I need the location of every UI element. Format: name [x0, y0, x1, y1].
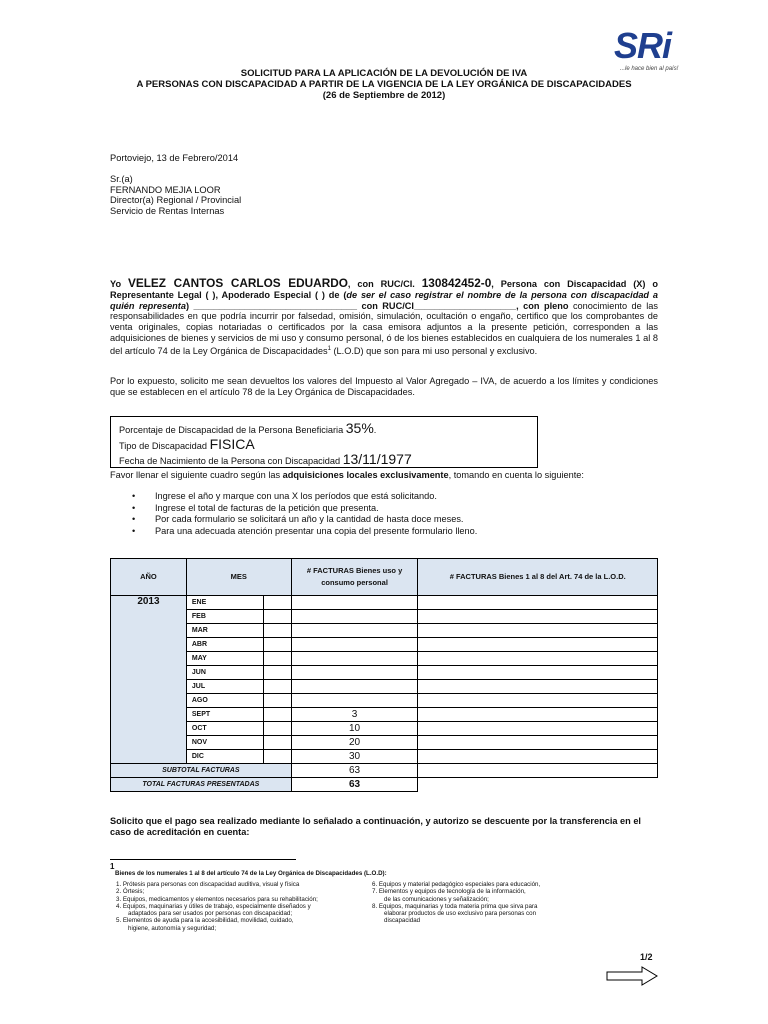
facturas-uso-cell[interactable] — [291, 596, 418, 610]
month-mark-cell[interactable] — [263, 666, 291, 680]
declaration-body: conocimiento de las responsabilidades en que podría incurrir por falsedad, omisión, simulación, ocultación o engaño, certifico que los comprobantes de venta originales, copias notariadas o certificados por la casa emisora adjuntos a la presente petición, corresponden a las adquisiciones de bienes y servicios de mi uso y consumo personal, ó de los bienes establecidos en cualquiera de los numerales 1 al 8 del artículo 74 de la Ley Orgánica de Discapacidades — [110, 300, 658, 356]
addressee-position: Director(a) Regional / Provincial — [110, 195, 242, 206]
header-facturas-lod: # FACTURAS Bienes 1 al 8 del Art. 74 de la L.O.D. — [418, 559, 658, 596]
subtotal-label: SUBTOTAL FACTURAS — [111, 764, 292, 778]
month-mark-cell[interactable] — [263, 708, 291, 722]
footnote-item: adaptados para ser usados por personas con discapacidad; — [128, 910, 293, 918]
footnote-item: higiene, autonomía y seguridad; — [128, 924, 217, 932]
month-cell: MAR — [186, 624, 263, 638]
month-cell: MAY — [186, 652, 263, 666]
facturas-lod-cell[interactable] — [418, 638, 658, 652]
total-value[interactable]: 63 — [291, 778, 418, 792]
month-mark-cell[interactable] — [263, 722, 291, 736]
footnote-left-column — [116, 881, 366, 932]
list-item: • Por cada formulario se solicitará un año y la cantidad de hasta doce meses. — [132, 514, 477, 526]
header-month: MES — [186, 559, 291, 596]
logo-tagline: ...le hace bien al país! — [620, 66, 679, 72]
month-mark-cell[interactable] — [263, 694, 291, 708]
facturas-uso-cell[interactable] — [291, 666, 418, 680]
facturas-lod-cell[interactable] — [418, 708, 658, 722]
footnote-item: 5. Elementos de ayuda para la accesibilidad, movilidad, cuidado, — [116, 917, 294, 925]
document-title — [0, 68, 768, 101]
footnote-right-column — [372, 881, 582, 925]
list-item: • Para una adecuada atención presentar una copia del presente formulario lleno. — [132, 526, 477, 538]
addressee-block — [110, 174, 241, 216]
header-facturas-uso: # FACTURAS Bienes uso y consumo personal — [291, 559, 418, 596]
declaration-body-end: (L.O.D) que son para mi uso personal y exclusivo. — [330, 345, 538, 356]
month-cell: SEPT — [186, 708, 263, 722]
facturas-lod-cell[interactable] — [418, 722, 658, 736]
table-row — [111, 708, 658, 722]
instructions-post: , tomando en cuenta lo siguiente: — [448, 470, 584, 480]
table-row — [111, 722, 658, 736]
month-cell: OCT — [186, 722, 263, 736]
table-body — [111, 596, 658, 792]
beneficiary-info-box — [110, 416, 538, 468]
applicant-name: VELEZ CANTOS CARLOS EDUARDO — [127, 276, 348, 290]
facturas-uso-cell[interactable]: 3 — [291, 708, 418, 722]
birth-date-row — [119, 451, 412, 467]
facturas-lod-cell[interactable] — [418, 610, 658, 624]
representation-note: de ser el caso registrar el nombre de la persona con discapacidad a quién representa — [110, 289, 658, 311]
footnote-item: 1. Prótesis para personas con discapacidad auditiva, visual y física — [116, 881, 300, 888]
month-mark-cell[interactable] — [263, 610, 291, 624]
month-cell: NOV — [186, 736, 263, 750]
month-cell: JUN — [186, 666, 263, 680]
subtotal-row — [111, 764, 658, 778]
table-row — [111, 624, 658, 638]
footnote-item: 2. Órtesis; — [116, 888, 145, 896]
month-mark-cell[interactable] — [263, 638, 291, 652]
header-year: AÑO — [111, 559, 187, 596]
facturas-uso-cell[interactable] — [291, 680, 418, 694]
percent-label: Porcentaje de Discapacidad de la Persona Beneficiaria — [119, 425, 346, 435]
blank-ruc-line: ) ________________________________ con RUC/CI____________________, con pleno — [185, 300, 569, 311]
birth-value: 13/11/1977 — [342, 451, 412, 467]
year-cell[interactable]: 2013 — [111, 596, 187, 764]
instructions-line — [110, 470, 584, 480]
type-value: FISICA — [209, 436, 255, 452]
footnote-item: de las comunicaciones y señalización; — [384, 895, 489, 903]
subtotal-value[interactable]: 63 — [291, 764, 418, 778]
footnote-item: 8. Equipos, maquinarias y toda materia prima que sirva para — [372, 902, 538, 910]
facturas-uso-cell[interactable] — [291, 624, 418, 638]
facturas-uso-cell[interactable] — [291, 610, 418, 624]
facturas-uso-cell[interactable]: 30 — [291, 750, 418, 764]
table-row — [111, 750, 658, 764]
footnote-item: discapacidad — [384, 917, 421, 925]
table-row — [111, 666, 658, 680]
yo-text: Yo — [110, 279, 128, 289]
month-mark-cell[interactable] — [263, 750, 291, 764]
condition-text: , Persona con Discapacidad (X) o Representante Legal ( ), Apoderado Especial ( ) de ( — [110, 279, 659, 300]
month-cell: JUL — [186, 680, 263, 694]
table-row — [111, 638, 658, 652]
table-row — [111, 680, 658, 694]
footnote-item: 3. Equipos, medicamentos y elementos necesarios para su rehabilitación; — [116, 895, 318, 903]
month-mark-cell[interactable] — [263, 596, 291, 610]
facturas-lod-cell[interactable] — [418, 736, 658, 750]
month-cell: ENE — [186, 596, 263, 610]
instructions-pre: Favor llenar el siguiente cuadro según las — [110, 470, 283, 480]
facturas-lod-cell[interactable] — [418, 596, 658, 610]
facturas-uso-cell[interactable]: 10 — [291, 722, 418, 736]
disability-type-row — [119, 436, 255, 452]
list-item: • Ingrese el año y marque con una X los períodos que está solicitando. — [132, 491, 477, 503]
footnote-item: 6. Equipos y material pedagógico especiales para educación, — [372, 881, 541, 888]
facturas-lod-cell[interactable] — [418, 666, 658, 680]
logo-text: SRi — [614, 25, 672, 66]
month-mark-cell[interactable] — [263, 736, 291, 750]
payment-paragraph: Solicito que el pago sea realizado mediante lo señalado a continuación, y autorizo se descuente por la transferencia en el caso de acreditación en cuenta: — [110, 816, 641, 837]
subtotal-lod-cell[interactable] — [418, 764, 658, 778]
total-row — [111, 778, 658, 792]
footnote-item: 4. Equipos, maquinarias y útiles de trabajo, especialmente diseñados y — [116, 902, 311, 910]
footnote-ref: 1 — [327, 345, 331, 352]
month-cell: AGO — [186, 694, 263, 708]
addressee-institution: Servicio de Rentas Internas — [110, 205, 225, 216]
title-line-1: SOLICITUD PARA LA APLICACIÓN DE LA DEVOLUCIÓN DE IVA — [240, 68, 528, 79]
table-row — [111, 596, 658, 610]
applicant-ruc: 130842452-0 — [421, 276, 492, 290]
declaration-paragraph — [110, 278, 658, 357]
type-label: Tipo de Discapacidad — [119, 441, 210, 451]
place-date: Portoviejo, 13 de Febrero/2014 — [110, 153, 239, 163]
facturas-lod-cell[interactable] — [418, 624, 658, 638]
birth-label: Fecha de Nacimiento de la Persona con Discapacidad — [119, 456, 343, 466]
month-cell: ABR — [186, 638, 263, 652]
addressee-name: FERNANDO MEJIA LOOR — [110, 184, 221, 195]
facturas-lod-cell[interactable] — [418, 750, 658, 764]
table-row — [111, 736, 658, 750]
title-line-3: (26 de Septiembre de 2012) — [322, 90, 446, 101]
footnote-divider — [110, 859, 296, 860]
list-item: • Ingrese el total de facturas de la petición que presenta. — [132, 503, 477, 515]
instructions-list — [132, 491, 477, 537]
month-mark-cell[interactable] — [263, 680, 291, 694]
request-paragraph: Por lo expuesto, solicito me sean devueltos los valores del Impuesto al Valor Agregado – IVA, de acuerdo a los límites y condiciones que se establecen en el artículo 78 de la Ley Orgánica de Discapacidades. — [110, 376, 658, 397]
page-number: 1/2 — [640, 952, 653, 962]
disability-percent-row: Porcentaje de Discapacidad de la Persona Beneficiaria 35%. — [119, 420, 377, 436]
facturas-uso-cell[interactable] — [291, 652, 418, 666]
percent-value: 35% — [345, 420, 374, 436]
instructions-bold: adquisiciones locales exclusivamente — [282, 470, 449, 480]
month-mark-cell[interactable] — [263, 624, 291, 638]
facturas-lod-cell[interactable] — [418, 652, 658, 666]
footnote-mark: 1 — [110, 862, 115, 871]
footnote-item: elaborar productos de uso exclusivo para personas con — [384, 910, 537, 918]
total-label: TOTAL FACTURAS PRESENTADAS — [111, 778, 292, 792]
table-row — [111, 652, 658, 666]
facturas-uso-cell[interactable]: 20 — [291, 736, 418, 750]
month-mark-cell[interactable] — [263, 652, 291, 666]
table-row — [111, 694, 658, 708]
facturas-lod-cell[interactable] — [418, 694, 658, 708]
next-page-arrow-icon[interactable] — [606, 966, 658, 986]
table-row — [111, 610, 658, 624]
facturas-lod-cell[interactable] — [418, 680, 658, 694]
month-cell: FEB — [186, 610, 263, 624]
facturas-uso-cell[interactable] — [291, 638, 418, 652]
footnote-item: 7. Elementos y equipos de tecnología de la información, — [372, 888, 526, 896]
facturas-uso-cell[interactable] — [291, 694, 418, 708]
addressee-salutation: Sr.(a) — [110, 174, 133, 184]
footnote-title: Bienes de los numerales 1 al 8 del artículo 74 de la Ley Orgánica de Discapacidades (L.O.D): — [115, 870, 387, 877]
invoices-table — [110, 558, 658, 792]
ruc-label: , con RUC/CI. — [347, 279, 422, 289]
title-line-2: A PERSONAS CON DISCAPACIDAD A PARTIR DE LA VIGENCIA DE LA LEY ORGÁNICA DE DISCAPACIDADES — [136, 79, 632, 90]
month-cell: DIC — [186, 750, 263, 764]
